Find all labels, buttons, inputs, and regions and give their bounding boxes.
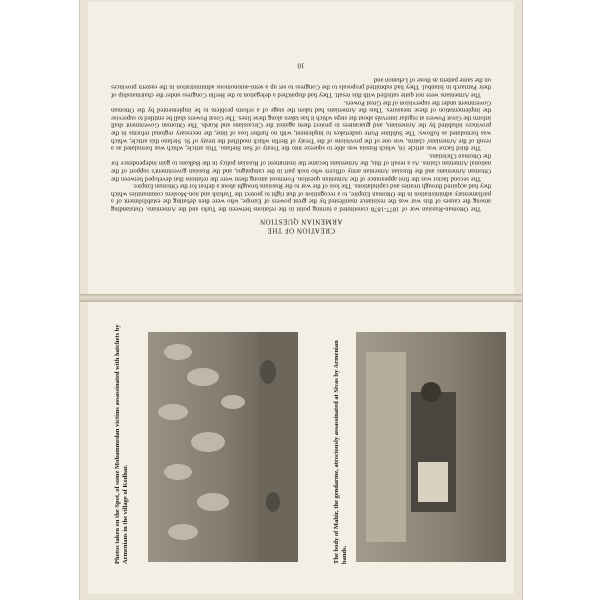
page-number: 10 [297,61,305,70]
caption-right-line [333,324,348,564]
open-book [80,0,522,600]
running-head-line-1: CREATION OF THE [266,226,336,235]
photo-body-mahir [356,332,506,562]
text-page [88,2,514,294]
paragraph-1: The Ottoman-Russian war of 1877-1878 constituted a turning point in the relations between the Turks and the Armenians. Outstanding among the causes of this war was the resistance manifested by the great powers of Europe, who were then debating the establishment of a parliamentary administration in the Ottoman Empire, to a recognition of that right to protect the Turkish and non-Moslem communities which they had acquired through treaties and capitulations. The loss of the war to the Russians brought about a defeat for the Ottoman Empire. [111,182,491,213]
photo-victims-image [148,332,298,562]
photo-victims-kodhar [148,332,298,562]
photo-page [88,302,514,594]
paragraph-4: The Armenians were not quite satisfied with this result. They had dispatched a delegation to the Berlin Congress under the chairmanship of their Patriarch in Istanbul. They had submitted proposals to the Congress to set up a semi-autonomous administration in the eastern provinces on the same pattern as those of Lebanon and [111,76,491,99]
caption-right-text: The body of Mahir, the gendarme, atrociously assassinated at Sivas by Armenian bands. [333,340,348,564]
rotated-text-block [111,62,491,235]
book-gutter [80,294,522,302]
caption-left-text: Photos taken on the Spot, of some Mohammedan victims assassinated with hatchets by Armenians in the village of Kodhar. [114,324,129,564]
body-text [111,76,491,213]
paragraph-3: The third factor was article 16, which Russia was able to squeeze into the Treaty of San Stefano. This article, which was formulated as a result of the Armenians' claims, was one of the provisions of the Treaty of Berlin which modified the treaty of St. Stefano this article, which was formulated as follows: The Sublime Porte undertakes to implement, with no further loss of time, the necessary regional reforms in the provinces inhabited by the Armenians, and guarantees to protect them against the Circassians and Kurds. The Ottoman Government shall inform the Great Powers at regular intervals about the steps which it has taken along these lines. The Great Powers shall be entitled to supervise the implementation of these measures. Thus the Armenians had taken the stage of a reform problem to be implemented by the Ottoman Government under the supervision of the Great Powers. [111,99,491,152]
photo-body-image [356,332,506,562]
running-head-line-2: ARMENIAN QUESTION [259,217,343,226]
caption-left-line [114,324,129,564]
paragraph-2: The second factor was the first appearance of the Armenian question. Foremost among them were the relations that developed between the Ottoman Armenians and the Russian Armenian army officers who took part in the campaigns, and the Russian government's support of the national Armenian claims. As a result of this, the Armenians became the instrument of Russian policy in the Balkans to gain independence for the Ottoman Christians. [111,152,491,182]
